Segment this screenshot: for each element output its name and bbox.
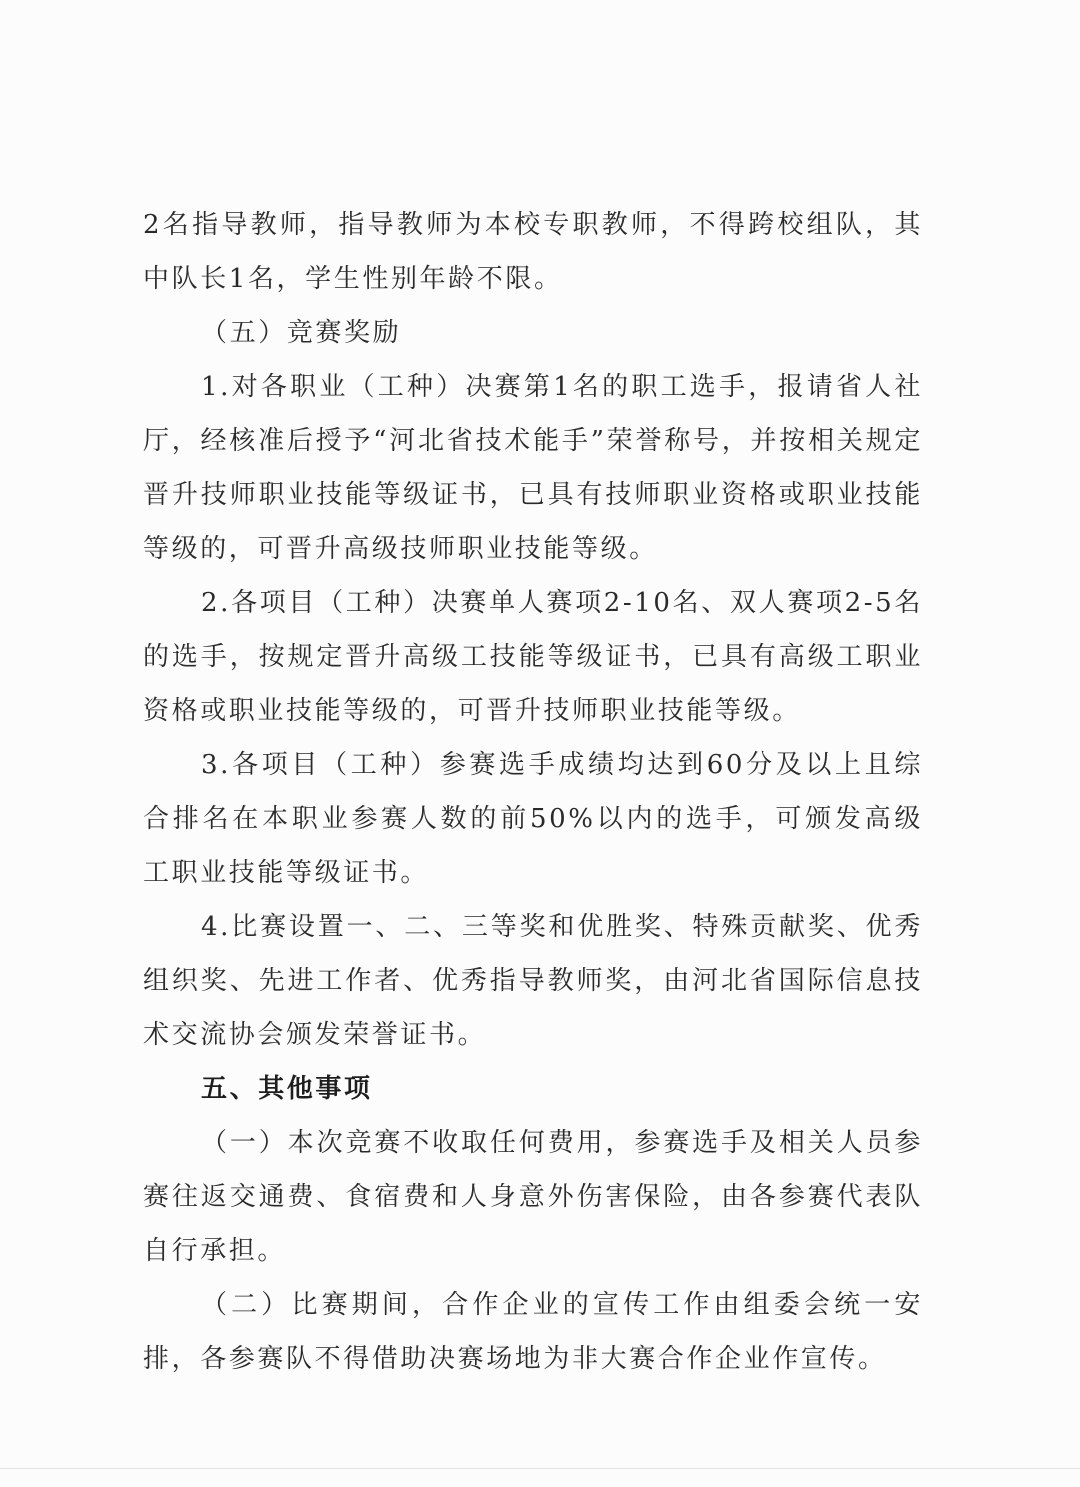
document-body (143, 198, 923, 1386)
subheading-competition-rewards: （五）竞赛奖励 (201, 318, 402, 348)
paragraph-other-2: （二）比赛期间，合作企业的宣传工作由组委会统一安排，各参赛队不得借助决赛场地为非大赛合作企业作宣传。 (143, 1290, 923, 1374)
section-heading-other-matters: 五、其他事项 (201, 1074, 373, 1104)
paragraph-reward-1: 1.对各职业（工种）决赛第1名的职工选手，报请省人社厅，经核准后授予“河北省技术能手”荣誉称号，并按相关规定晋升技师职业技能等级证书，已具有技师职业资格或职业技能等级的，可晋升高级技师职业技能等级。 (143, 372, 923, 564)
paragraph-reward-2: 2.各项目（工种）决赛单人赛项2-10名、双人赛项2-5名的选手，按规定晋升高级工技能等级证书，已具有高级工职业资格或职业技能等级的，可晋升技师职业技能等级。 (143, 588, 923, 726)
scan-bottom-edge (0, 1468, 1080, 1469)
paragraph-reward-3: 3.各项目（工种）参赛选手成绩均达到60分及以上且综合排名在本职业参赛人数的前50%以内的选手，可颁发高级工职业技能等级证书。 (143, 750, 923, 888)
paragraph-team-composition: 2名指导教师，指导教师为本校专职教师，不得跨校组队，其中队长1名，学生性别年龄不限。 (143, 210, 923, 294)
paragraph-other-1: （一）本次竞赛不收取任何费用，参赛选手及相关人员参赛往返交通费、食宿费和人身意外伤害保险，由各参赛代表队自行承担。 (143, 1128, 923, 1266)
paragraph-reward-4: 4.比赛设置一、二、三等奖和优胜奖、特殊贡献奖、优秀组织奖、先进工作者、优秀指导教师奖，由河北省国际信息技术交流协会颁发荣誉证书。 (143, 912, 923, 1050)
